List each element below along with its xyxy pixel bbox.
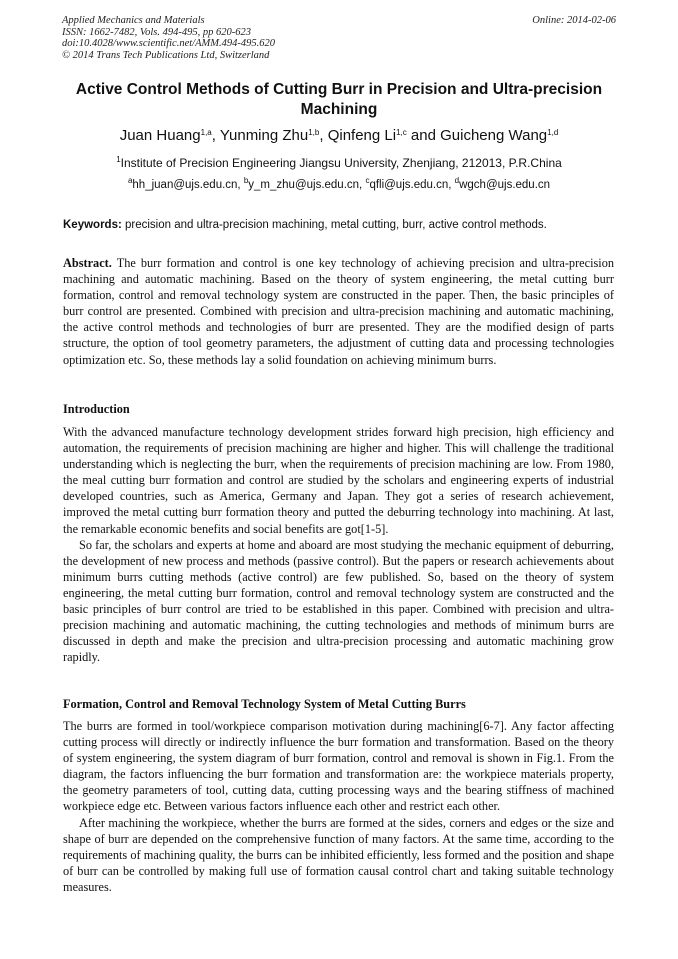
author-separator: , bbox=[211, 127, 220, 144]
email-sup: d bbox=[454, 176, 460, 185]
copyright-line: © 2014 Trans Tech Publications Ltd, Switzerland bbox=[62, 49, 270, 61]
email-sup: b bbox=[243, 176, 249, 185]
keywords bbox=[63, 218, 623, 232]
keywords-label: Keywords: bbox=[63, 219, 122, 231]
email-list bbox=[40, 177, 638, 193]
author-separator: and bbox=[406, 127, 441, 144]
paragraph: After machining the workpiece, whether the burrs are formed at the sides, corners and edges or the size and shape of burr are depended on the comprehensive function of many factors. At the same time, according to the requirements of machining quality, the burrs can be inhibited efficiently, less formed and the position and shape of burr can be controlled by making full use of formation causal control chart and taking suitable technology measures. bbox=[63, 815, 614, 894]
author-sup: 1,b bbox=[308, 128, 320, 137]
author-sup: 1,d bbox=[547, 128, 559, 137]
affiliation-text: Institute of Precision Engineering Jiangsu University, Zhenjiang, 212013, P.R.China bbox=[120, 156, 562, 170]
email-address[interactable]: qfli@ujs.edu.cn, bbox=[369, 179, 455, 191]
online-date: Online: 2014-02-06 bbox=[532, 15, 616, 26]
introduction-body bbox=[63, 424, 614, 665]
author-name: Qinfeng Li bbox=[327, 127, 397, 144]
author-sup: 1,a bbox=[200, 128, 212, 137]
email-address[interactable]: wgch@ujs.edu.cn bbox=[459, 179, 551, 191]
journal-name: Applied Mechanics and Materials bbox=[62, 15, 205, 26]
issn-line: ISSN: 1662-7482, Vols. 494-495, pp 620-623 bbox=[62, 26, 251, 38]
author-sup: 1,c bbox=[396, 128, 407, 137]
email-sup: c bbox=[365, 176, 370, 185]
author-name: Juan Huang bbox=[119, 127, 201, 144]
email-address[interactable]: hh_juan@ujs.edu.cn, bbox=[132, 179, 244, 191]
email-sup: a bbox=[127, 176, 133, 185]
paragraph: So far, the scholars and experts at home and aboard are most studying the mechanic equipment of deburring, the development of new process and methods (passive control). But the papers or research achievements about minimum burrs cutting methods (active control) are few published. So, based on the theory of system engineering, the metal cutting burr formation, control and removal technology system are constructed and the basic principles of burr control are tried to be established in this paper. Combined with precision and ultra-precision machining and automatic machining, the cutting technologies and methods of minimum burrs are discussed in depth and make the precision and ultra-precision processing and automatic machining grow rapidly. bbox=[63, 537, 614, 665]
abstract-text: The burr formation and control is one key technology of achieving precision and ultra-precision machining and automatic machining. Based on the theory of system engineering, the metal cutting burr formation, control and removal technology system are constructed in the paper. Then, the basic principles of burr control are presented. Combined with precision and ultra-precision machining and automatic machining, the active control methods and technologies of burr are presented. They are the modified design of parts structure, the option of tool geometry parameters, the adjustment of cutting data and processing technologies optimization etc. So, these methods lay a solid foundation on achieving minimum burrs. bbox=[63, 256, 615, 367]
author-list bbox=[40, 126, 638, 146]
keywords-text: precision and ultra-precision machining, metal cutting, burr, active control methods. bbox=[125, 219, 547, 231]
formation-body bbox=[63, 718, 614, 895]
affiliation bbox=[40, 155, 638, 171]
paper-title: Active Control Methods of Cutting Burr in Precision and Ultra-precision Machining bbox=[75, 81, 603, 118]
author-name: Guicheng Wang bbox=[440, 127, 548, 144]
doi-line: doi:10.4028/www.scientific.net/AMM.494-495.620 bbox=[62, 38, 275, 50]
affiliation-sup: 1 bbox=[116, 155, 121, 164]
abstract-label: Abstract. bbox=[63, 256, 112, 270]
introduction-heading: Introduction bbox=[63, 402, 130, 416]
paragraph: With the advanced manufacture technology development strides forward high precision, high efficiency and automation, the requirements of precision machining are higher and higher. This will challenge the traditional understanding which is neglecting the burr, when the requirements of precision machining are low. From 1980, the meal cutting burr formation and control are studied by the scholars and engineering experts of industrial developed countries, such as America, Germany and Japan. They got a series of research achievement, improved the metal cutting burr formation theory and putted the deburring technology into machining. At last, the remarkable economic benefits and social benefits are got[1-5]. bbox=[63, 425, 614, 536]
paragraph: The burrs are formed in tool/workpiece comparison motivation during machining[6-7]. Any factor affecting cutting process will directly or indirectly influence the burr formation and transformation. Based on the theory of system engineering, the system diagram of burr formation, control and removal is shown in Fig.1. From the diagram, the factors influencing the burr formation and transformation are: the workpiece materials property, the geometry parameters of tool, cutting data, cutting processing ways and the bearing stiffness of machined workpiece edge etc. Between various factors influence each other and restrict each other. bbox=[63, 719, 614, 814]
journal-header bbox=[62, 15, 616, 61]
author-separator: , bbox=[319, 127, 328, 144]
abstract bbox=[63, 255, 614, 368]
formation-heading: Formation, Control and Removal Technology System of Metal Cutting Burrs bbox=[63, 697, 466, 711]
email-address[interactable]: y_m_zhu@ujs.edu.cn, bbox=[248, 179, 366, 191]
author-name: Yunming Zhu bbox=[219, 127, 309, 144]
